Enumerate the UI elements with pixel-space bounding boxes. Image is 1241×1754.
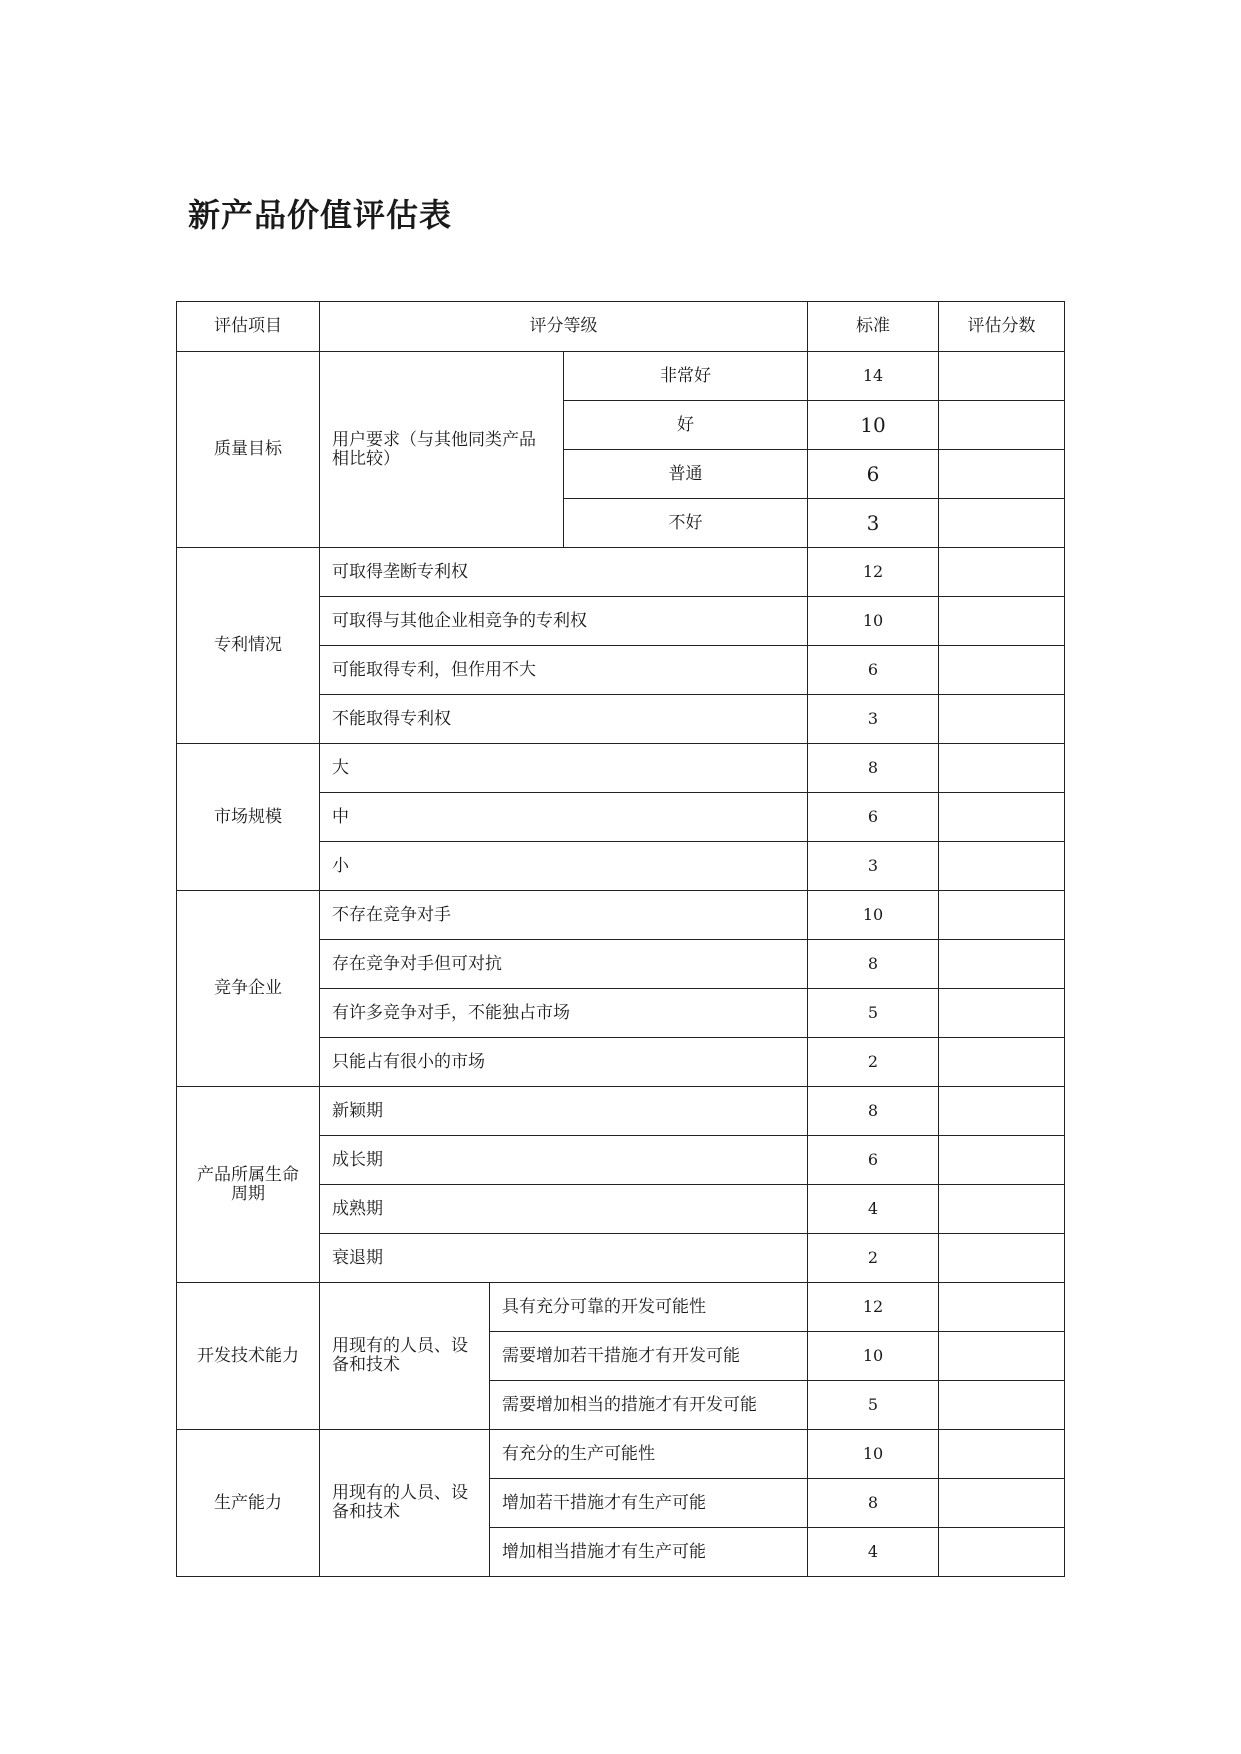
score-cell[interactable] <box>939 891 1065 940</box>
grade-label: 存在竞争对手但可对抗 <box>320 940 808 989</box>
table-row <box>177 744 1065 793</box>
score-cell[interactable] <box>939 1234 1065 1283</box>
group-production: 用现有的人员、设备和技术 <box>320 1430 490 1577</box>
score-cell[interactable] <box>939 1087 1065 1136</box>
grade-label: 可取得垄断专利权 <box>320 548 808 597</box>
grade-label: 需要增加若干措施才有开发可能 <box>490 1332 808 1381</box>
score-cell[interactable] <box>939 940 1065 989</box>
header-standard: 标准 <box>808 302 939 352</box>
standard-value: 6 <box>808 793 939 842</box>
standard-value: 10 <box>808 401 939 450</box>
grade-label: 成熟期 <box>320 1185 808 1234</box>
standard-value: 12 <box>808 1283 939 1332</box>
score-cell[interactable] <box>939 744 1065 793</box>
grade-label: 普通 <box>564 450 808 499</box>
standard-value: 8 <box>808 1087 939 1136</box>
score-cell[interactable] <box>939 450 1065 499</box>
grade-label: 只能占有很小的市场 <box>320 1038 808 1087</box>
grade-label: 成长期 <box>320 1136 808 1185</box>
score-cell[interactable] <box>939 1283 1065 1332</box>
score-cell[interactable] <box>939 1479 1065 1528</box>
score-cell[interactable] <box>939 1381 1065 1430</box>
table-row <box>177 1283 1065 1332</box>
score-cell[interactable] <box>939 989 1065 1038</box>
score-cell[interactable] <box>939 1430 1065 1479</box>
grade-label: 大 <box>320 744 808 793</box>
item-competition: 竞争企业 <box>177 891 320 1087</box>
group-dev: 用现有的人员、设备和技术 <box>320 1283 490 1430</box>
grade-label: 具有充分可靠的开发可能性 <box>490 1283 808 1332</box>
grade-label: 有许多竞争对手，不能独占市场 <box>320 989 808 1038</box>
score-cell[interactable] <box>939 1332 1065 1381</box>
score-cell[interactable] <box>939 1038 1065 1087</box>
standard-value: 14 <box>808 352 939 401</box>
standard-value: 12 <box>808 548 939 597</box>
table-row <box>177 548 1065 597</box>
header-score: 评估分数 <box>939 302 1065 352</box>
grade-label: 新颖期 <box>320 1087 808 1136</box>
score-cell[interactable] <box>939 646 1065 695</box>
standard-value: 5 <box>808 1381 939 1430</box>
score-cell[interactable] <box>939 793 1065 842</box>
grade-label: 小 <box>320 842 808 891</box>
grade-label: 有充分的生产可能性 <box>490 1430 808 1479</box>
score-cell[interactable] <box>939 1185 1065 1234</box>
standard-value: 8 <box>808 1479 939 1528</box>
standard-value: 2 <box>808 1038 939 1087</box>
item-production: 生产能力 <box>177 1430 320 1577</box>
grade-label: 非常好 <box>564 352 808 401</box>
standard-value: 5 <box>808 989 939 1038</box>
header-item: 评估项目 <box>177 302 320 352</box>
score-cell[interactable] <box>939 842 1065 891</box>
standard-value: 10 <box>808 1332 939 1381</box>
table-row <box>177 891 1065 940</box>
standard-value: 3 <box>808 499 939 548</box>
score-cell[interactable] <box>939 499 1065 548</box>
score-cell[interactable] <box>939 597 1065 646</box>
score-cell[interactable] <box>939 401 1065 450</box>
grade-label: 衰退期 <box>320 1234 808 1283</box>
group-quality: 用户要求（与其他同类产品相比较） <box>320 352 564 548</box>
standard-value: 10 <box>808 1430 939 1479</box>
grade-label: 不存在竞争对手 <box>320 891 808 940</box>
standard-value: 6 <box>808 1136 939 1185</box>
grade-label: 好 <box>564 401 808 450</box>
standard-value: 4 <box>808 1528 939 1577</box>
score-cell[interactable] <box>939 1136 1065 1185</box>
standard-value: 6 <box>808 450 939 499</box>
item-dev: 开发技术能力 <box>177 1283 320 1430</box>
grade-label: 增加相当措施才有生产可能 <box>490 1528 808 1577</box>
item-quality: 质量目标 <box>177 352 320 548</box>
score-cell[interactable] <box>939 352 1065 401</box>
header-grade: 评分等级 <box>320 302 808 352</box>
grade-label: 增加若干措施才有生产可能 <box>490 1479 808 1528</box>
standard-value: 6 <box>808 646 939 695</box>
grade-label: 不能取得专利权 <box>320 695 808 744</box>
standard-value: 2 <box>808 1234 939 1283</box>
grade-label: 可能取得专利，但作用不大 <box>320 646 808 695</box>
standard-value: 3 <box>808 695 939 744</box>
score-cell[interactable] <box>939 695 1065 744</box>
table-row <box>177 1430 1065 1479</box>
grade-label: 可取得与其他企业相竞争的专利权 <box>320 597 808 646</box>
standard-value: 8 <box>808 744 939 793</box>
grade-label: 中 <box>320 793 808 842</box>
score-cell[interactable] <box>939 1528 1065 1577</box>
standard-value: 3 <box>808 842 939 891</box>
score-cell[interactable] <box>939 548 1065 597</box>
item-patent: 专利情况 <box>177 548 320 744</box>
item-lifecycle: 产品所属生命周期 <box>177 1087 320 1283</box>
table-row <box>177 1087 1065 1136</box>
page-title: 新产品价值评估表 <box>188 196 453 234</box>
table-header-row <box>177 302 1065 352</box>
standard-value: 10 <box>808 891 939 940</box>
evaluation-table <box>176 301 1065 1577</box>
standard-value: 8 <box>808 940 939 989</box>
grade-label: 需要增加相当的措施才有开发可能 <box>490 1381 808 1430</box>
standard-value: 10 <box>808 597 939 646</box>
item-market: 市场规模 <box>177 744 320 891</box>
grade-label: 不好 <box>564 499 808 548</box>
standard-value: 4 <box>808 1185 939 1234</box>
table-row <box>177 352 1065 401</box>
